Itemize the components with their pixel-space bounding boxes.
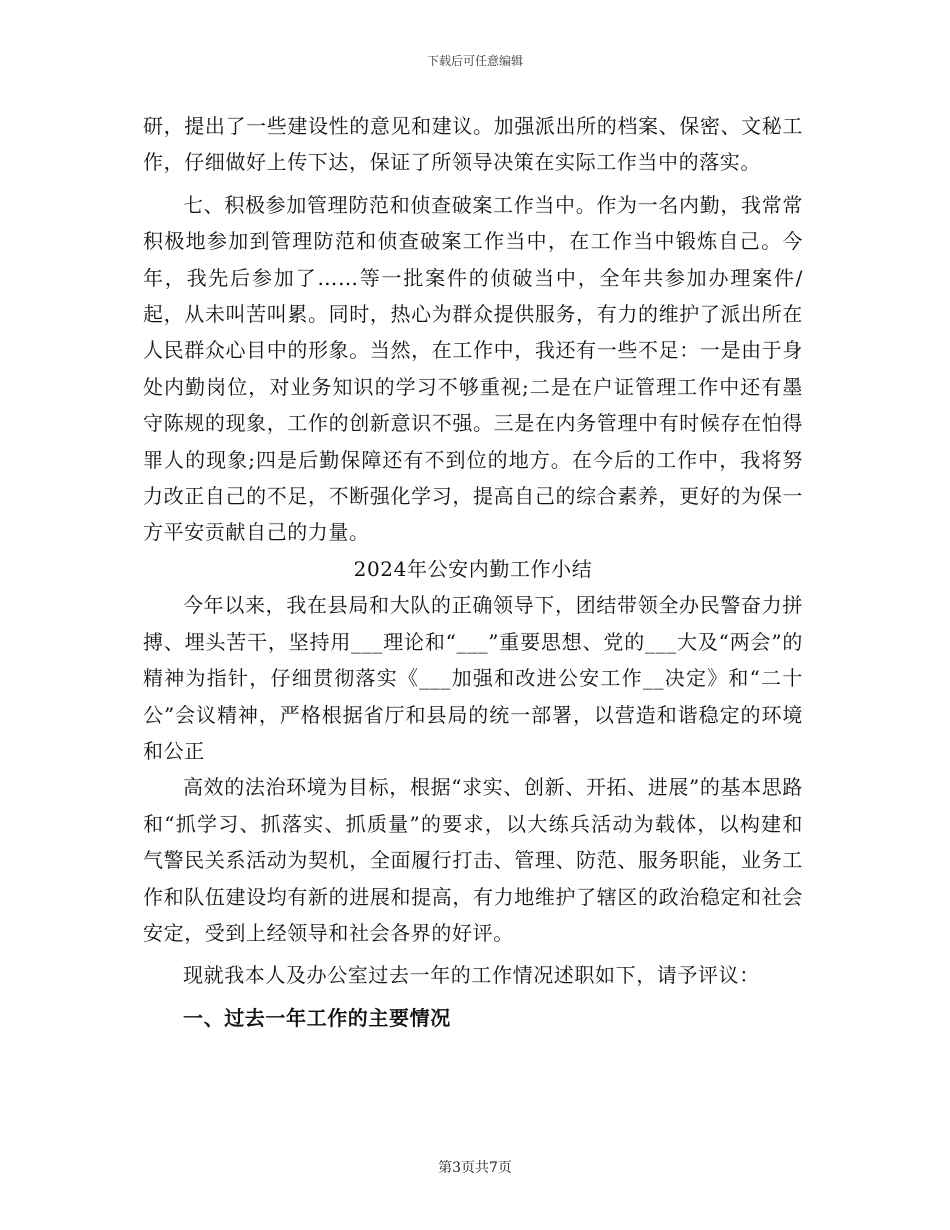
- document-body: [143, 108, 803, 1036]
- paragraph-report-statement: 现就我本人及办公室过去一年的工作情况述职如下，请予评议：: [183, 963, 760, 988]
- paragraph-continuation: 研，提出了一些建设性的意见和建议。加强派出所的档案、保密、文秘工作，仔细做好上传下达，保证了所领导决策在实际工作当中的落实。: [143, 114, 803, 175]
- document-title: 2024年公安内勤工作小结: [353, 556, 593, 581]
- paragraph-goals: 高效的法治环境为目标，根据“求实、创新、开拓、进展”的基本思路和“抓学习、抓落实、抓质量”的要求，以大练兵活动为载体，以构建和气警民关系活动为契机，全面履行打击、管理、防范、服务职能，业务工作和队伍建设均有新的进展和提高，有力地维护了辖区的政治稳定和社会安定，受到上经领导和社会各界的好评。: [143, 775, 803, 945]
- page-header: 下载后可任意编辑: [426, 54, 523, 68]
- page-number: 第3页共7页: [438, 1160, 512, 1176]
- paragraph-section-seven: 七、积极参加管理防范和侦查破案工作当中。作为一名内勤，我常常积极地参加到管理防范和侦查破案工作当中，在工作当中锻炼自己。今年，我先后参加了……等一批案件的侦破当中，全年共参加办理案件/起，从未叫苦叫累。同时，热心为群众提供服务，有力的维护了派出所在人民群众心目中的形象。当然，在工作中，我还有一些不足：一是由于身处内勤岗位，对业务知识的学习不够重视;二是在户证管理工作中还有墨守陈规的现象，工作的创新意识不强。三是在内务管理中有时候存在怕得罪人的现象;四是后勤保障还有不到位的地方。在今后的工作中，我将努力改正自己的不足，不断强化学习，提高自己的综合素养，更好的为保一方平安贡献自己的力量。: [143, 192, 803, 545]
- paragraph-intro: 今年以来，我在县局和大队的正确领导下，团结带领全办民警奋力拼搏、埋头苦干，坚持用___理论和“___”重要思想、党的___大及“两会”的精神为指针，仔细贯彻落实《___加强和改进公安工作__决定》和“二十公”会议精神，严格根据省厅和县局的统一部署，以营造和谐稳定的环境和公正: [143, 593, 803, 763]
- section-heading: 一、过去一年工作的主要情况: [183, 1005, 451, 1030]
